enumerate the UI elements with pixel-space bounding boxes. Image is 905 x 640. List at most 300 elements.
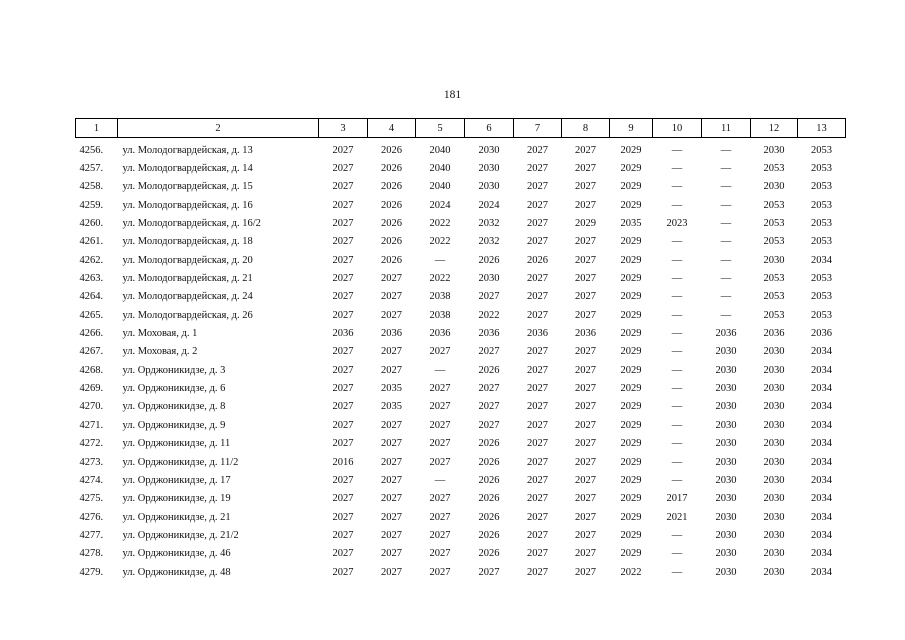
year-cell-col-5: 2027: [429, 548, 451, 560]
address-cell: ул. Моховая, д. 1: [122, 328, 198, 340]
year-cell-col-4: 2026: [381, 218, 402, 230]
year-cell-col-5: 2027: [429, 438, 451, 450]
address-cell: ул. Молодогвардейская, д. 24: [122, 291, 253, 303]
address-cell: ул. Молодогвардейская, д. 18: [122, 236, 253, 248]
year-cell-col-5: 2038: [429, 309, 451, 321]
year-cell-col-10: 2023: [666, 218, 688, 230]
year-cell-col-9: 2029: [620, 548, 642, 560]
year-cell-col-6: 2027: [478, 419, 500, 431]
year-cell-col-5: 2040: [429, 163, 451, 175]
address-cell: ул. Орджоникидзе, д. 21: [122, 511, 231, 523]
table-row: [76, 526, 846, 544]
address-cell: ул. Орджоникидзе, д. 17: [122, 474, 231, 486]
column-header-7: 7: [514, 119, 562, 138]
year-cell-col-4: 2027: [381, 309, 402, 321]
year-cell-col-13: 2034: [811, 346, 832, 358]
year-cell-col-5: 2022: [429, 236, 451, 248]
year-cell-col-9: 2029: [620, 401, 642, 413]
year-cell-col-8: 2027: [575, 291, 596, 303]
year-cell-col-5: 2027: [429, 401, 451, 413]
year-cell-col-4: 2026: [381, 181, 402, 193]
year-cell-col-13: 2034: [811, 511, 832, 523]
year-cell-col-13: 2053: [811, 291, 832, 303]
year-cell-col-5: 2027: [429, 346, 451, 358]
year-cell-col-5: 2024: [429, 199, 451, 211]
year-cell-col-9: 2029: [620, 273, 642, 285]
year-cell-col-13: 2053: [811, 181, 832, 193]
year-cell-col-10: —: [671, 566, 683, 578]
year-cell-col-12: 2053: [763, 291, 785, 303]
year-cell-col-11: —: [720, 199, 732, 211]
year-cell-col-6: 2032: [478, 218, 500, 230]
registry-table: [75, 118, 846, 581]
year-cell-col-10: —: [671, 364, 683, 376]
year-cell-col-3: 2027: [332, 181, 354, 193]
year-cell-col-4: 2027: [381, 456, 402, 468]
year-cell-col-3: 2027: [332, 291, 354, 303]
year-cell-col-7: 2027: [527, 474, 548, 486]
table-row: [76, 416, 846, 434]
table-row: [76, 508, 846, 526]
year-cell-col-8: 2036: [575, 328, 596, 340]
year-cell-col-4: 2026: [381, 254, 402, 266]
year-cell-col-11: —: [720, 218, 732, 230]
table-row: [76, 324, 846, 342]
year-cell-col-5: —: [434, 364, 446, 376]
year-cell-col-6: 2026: [478, 493, 500, 505]
year-cell-col-6: 2026: [478, 529, 500, 541]
year-cell-col-9: 2029: [620, 199, 642, 211]
year-cell-col-7: 2027: [527, 438, 548, 450]
year-cell-col-9: 2029: [620, 254, 642, 266]
row-number: 4269.: [79, 383, 104, 395]
year-cell-col-10: —: [671, 273, 683, 285]
year-cell-col-8: 2027: [575, 566, 596, 578]
table-row: [76, 379, 846, 397]
year-cell-col-12: 2030: [763, 254, 785, 266]
year-cell-col-3: 2016: [332, 456, 354, 468]
year-cell-col-7: 2027: [527, 401, 548, 413]
year-cell-col-8: 2027: [575, 163, 596, 175]
year-cell-col-12: 2053: [763, 273, 785, 285]
year-cell-col-3: 2027: [332, 419, 354, 431]
year-cell-col-8: 2027: [575, 236, 596, 248]
year-cell-col-3: 2027: [332, 401, 354, 413]
year-cell-col-8: 2027: [575, 273, 596, 285]
year-cell-col-7: 2027: [527, 566, 548, 578]
year-cell-col-5: —: [434, 474, 446, 486]
column-header-5: 5: [416, 119, 465, 138]
year-cell-col-4: 2027: [381, 548, 402, 560]
year-cell-col-11: 2030: [715, 548, 737, 560]
year-cell-col-12: 2030: [763, 144, 785, 156]
year-cell-col-5: 2040: [429, 181, 451, 193]
row-number: 4275.: [79, 493, 104, 505]
year-cell-col-7: 2027: [527, 346, 548, 358]
table-row: [76, 398, 846, 416]
year-cell-col-4: 2027: [381, 511, 402, 523]
row-number: 4274.: [79, 474, 104, 486]
year-cell-col-10: —: [671, 346, 683, 358]
year-cell-col-5: 2027: [429, 383, 451, 395]
year-cell-col-3: 2027: [332, 511, 354, 523]
year-cell-col-3: 2027: [332, 309, 354, 321]
year-cell-col-11: 2030: [715, 419, 737, 431]
column-header-11: 11: [702, 119, 751, 138]
table-row: [76, 361, 846, 379]
row-number: 4256.: [79, 144, 104, 156]
year-cell-col-9: 2035: [620, 218, 642, 230]
year-cell-col-6: 2022: [478, 309, 500, 321]
year-cell-col-8: 2027: [575, 199, 596, 211]
year-cell-col-10: —: [671, 199, 683, 211]
year-cell-col-5: 2027: [429, 511, 451, 523]
year-cell-col-8: 2027: [575, 438, 596, 450]
row-number: 4266.: [79, 328, 104, 340]
year-cell-col-9: 2022: [620, 566, 642, 578]
year-cell-col-13: 2053: [811, 199, 832, 211]
year-cell-col-11: 2036: [715, 328, 737, 340]
year-cell-col-10: 2017: [666, 493, 688, 505]
row-number: 4263.: [79, 273, 104, 285]
year-cell-col-10: —: [671, 144, 683, 156]
year-cell-col-5: 2027: [429, 493, 451, 505]
year-cell-col-8: 2027: [575, 401, 596, 413]
table-body: [76, 138, 846, 582]
row-number: 4259.: [79, 199, 104, 211]
year-cell-col-12: 2053: [763, 199, 785, 211]
year-cell-col-4: 2027: [381, 566, 402, 578]
year-cell-col-7: 2027: [527, 419, 548, 431]
year-cell-col-9: 2029: [620, 346, 642, 358]
row-number: 4272.: [79, 438, 104, 450]
year-cell-col-6: 2027: [478, 566, 500, 578]
year-cell-col-7: 2027: [527, 529, 548, 541]
column-header-1: 1: [76, 119, 118, 138]
year-cell-col-10: —: [671, 401, 683, 413]
table-row: [76, 306, 846, 324]
year-cell-col-9: 2029: [620, 529, 642, 541]
row-number: 4278.: [79, 548, 104, 560]
year-cell-col-13: 2036: [811, 328, 832, 340]
year-cell-col-5: 2038: [429, 291, 451, 303]
row-number: 4273.: [79, 456, 104, 468]
year-cell-col-13: 2034: [811, 383, 832, 395]
year-cell-col-12: 2030: [763, 181, 785, 193]
year-cell-col-4: 2036: [381, 328, 402, 340]
year-cell-col-5: 2027: [429, 419, 451, 431]
header-row: [76, 119, 846, 138]
year-cell-col-3: 2027: [332, 548, 354, 560]
table-row: [76, 545, 846, 563]
year-cell-col-5: 2027: [429, 529, 451, 541]
year-cell-col-12: 2030: [763, 456, 785, 468]
year-cell-col-10: —: [671, 548, 683, 560]
year-cell-col-7: 2027: [527, 291, 548, 303]
year-cell-col-11: 2030: [715, 529, 737, 541]
year-cell-col-4: 2027: [381, 419, 402, 431]
year-cell-col-10: —: [671, 529, 683, 541]
column-header-2: 2: [118, 119, 319, 138]
year-cell-col-13: 2034: [811, 254, 832, 266]
row-number: 4268.: [79, 364, 104, 376]
year-cell-col-8: 2029: [575, 218, 596, 230]
row-number: 4277.: [79, 529, 104, 541]
year-cell-col-6: 2026: [478, 511, 500, 523]
year-cell-col-9: 2029: [620, 144, 642, 156]
table-row: [76, 159, 846, 177]
year-cell-col-3: 2027: [332, 236, 354, 248]
year-cell-col-8: 2027: [575, 364, 596, 376]
year-cell-col-10: —: [671, 181, 683, 193]
year-cell-col-6: 2026: [478, 438, 500, 450]
year-cell-col-10: —: [671, 474, 683, 486]
row-number: 4276.: [79, 511, 104, 523]
table-row: [76, 138, 846, 160]
year-cell-col-12: 2053: [763, 309, 785, 321]
year-cell-col-8: 2027: [575, 254, 596, 266]
row-number: 4267.: [79, 346, 104, 358]
year-cell-col-11: 2030: [715, 474, 737, 486]
year-cell-col-6: 2030: [478, 144, 500, 156]
year-cell-col-6: 2026: [478, 254, 500, 266]
page-number: 181: [443, 89, 462, 101]
year-cell-col-9: 2029: [620, 291, 642, 303]
year-cell-col-11: —: [720, 254, 732, 266]
year-cell-col-7: 2027: [527, 163, 548, 175]
year-cell-col-8: 2027: [575, 144, 596, 156]
year-cell-col-9: 2029: [620, 163, 642, 175]
year-cell-col-12: 2053: [763, 218, 785, 230]
year-cell-col-4: 2026: [381, 163, 402, 175]
year-cell-col-3: 2027: [332, 493, 354, 505]
table-row: [76, 490, 846, 508]
column-header-9: 9: [610, 119, 653, 138]
year-cell-col-4: 2027: [381, 346, 402, 358]
row-number: 4271.: [79, 419, 104, 431]
row-number: 4265.: [79, 309, 104, 321]
year-cell-col-13: 2053: [811, 236, 832, 248]
year-cell-col-13: 2034: [811, 474, 832, 486]
year-cell-col-11: 2030: [715, 566, 737, 578]
year-cell-col-12: 2030: [763, 566, 785, 578]
year-cell-col-7: 2027: [527, 383, 548, 395]
year-cell-col-13: 2053: [811, 273, 832, 285]
year-cell-col-12: 2030: [763, 548, 785, 560]
year-cell-col-11: 2030: [715, 364, 737, 376]
year-cell-col-13: 2034: [811, 566, 832, 578]
year-cell-col-13: 2034: [811, 438, 832, 450]
address-cell: ул. Моховая, д. 2: [122, 346, 198, 358]
year-cell-col-7: 2027: [527, 364, 548, 376]
column-header-8: 8: [562, 119, 610, 138]
year-cell-col-4: 2027: [381, 438, 402, 450]
year-cell-col-8: 2027: [575, 383, 596, 395]
column-header-13: 13: [798, 119, 846, 138]
year-cell-col-7: 2027: [527, 236, 548, 248]
year-cell-col-7: 2027: [527, 144, 548, 156]
year-cell-col-11: 2030: [715, 383, 737, 395]
address-cell: ул. Орджоникидзе, д. 6: [122, 383, 226, 395]
year-cell-col-13: 2034: [811, 419, 832, 431]
address-cell: ул. Молодогвардейская, д. 15: [122, 181, 253, 193]
year-cell-col-13: 2034: [811, 548, 832, 560]
address-cell: ул. Орджоникидзе, д. 48: [122, 566, 231, 578]
address-cell: ул. Молодогвардейская, д. 13: [122, 144, 253, 156]
year-cell-col-9: 2029: [620, 419, 642, 431]
year-cell-col-10: —: [671, 328, 683, 340]
year-cell-col-8: 2027: [575, 529, 596, 541]
year-cell-col-7: 2027: [527, 309, 548, 321]
year-cell-col-13: 2053: [811, 309, 832, 321]
address-cell: ул. Молодогвардейская, д. 14: [122, 163, 253, 175]
year-cell-col-10: —: [671, 419, 683, 431]
year-cell-col-4: 2035: [381, 383, 402, 395]
year-cell-col-9: 2029: [620, 456, 642, 468]
row-number: 4279.: [79, 566, 104, 578]
year-cell-col-12: 2030: [763, 401, 785, 413]
address-cell: ул. Молодогвардейская, д. 16/2: [122, 218, 261, 230]
row-number: 4270.: [79, 401, 104, 413]
row-number: 4260.: [79, 218, 104, 230]
year-cell-col-10: —: [671, 163, 683, 175]
year-cell-col-5: —: [434, 254, 446, 266]
year-cell-col-7: 2027: [527, 493, 548, 505]
year-cell-col-3: 2027: [332, 566, 354, 578]
row-number: 4262.: [79, 254, 104, 266]
year-cell-col-6: 2026: [478, 456, 500, 468]
year-cell-col-3: 2027: [332, 163, 354, 175]
year-cell-col-5: 2022: [429, 218, 451, 230]
year-cell-col-4: 2026: [381, 144, 402, 156]
year-cell-col-11: 2030: [715, 511, 737, 523]
year-cell-col-13: 2034: [811, 456, 832, 468]
column-header-4: 4: [368, 119, 416, 138]
year-cell-col-3: 2036: [332, 328, 354, 340]
year-cell-col-11: —: [720, 309, 732, 321]
year-cell-col-3: 2027: [332, 273, 354, 285]
column-header-3: 3: [319, 119, 368, 138]
year-cell-col-8: 2027: [575, 548, 596, 560]
year-cell-col-4: 2027: [381, 273, 402, 285]
year-cell-col-12: 2030: [763, 419, 785, 431]
year-cell-col-6: 2024: [478, 199, 500, 211]
year-cell-col-11: —: [720, 163, 732, 175]
address-cell: ул. Молодогвардейская, д. 16: [122, 199, 253, 211]
year-cell-col-13: 2053: [811, 218, 832, 230]
row-number: 4257.: [79, 163, 104, 175]
year-cell-col-11: —: [720, 144, 732, 156]
year-cell-col-8: 2027: [575, 181, 596, 193]
column-header-10: 10: [653, 119, 702, 138]
year-cell-col-6: 2030: [478, 273, 500, 285]
address-cell: ул. Орджоникидзе, д. 11: [122, 438, 231, 450]
year-cell-col-3: 2027: [332, 144, 354, 156]
year-cell-col-9: 2029: [620, 328, 642, 340]
year-cell-col-10: —: [671, 309, 683, 321]
year-cell-col-12: 2036: [763, 328, 785, 340]
year-cell-col-11: —: [720, 236, 732, 248]
table-row: [76, 214, 846, 232]
year-cell-col-6: 2030: [478, 163, 500, 175]
row-number: 4261.: [79, 236, 104, 248]
year-cell-col-4: 2027: [381, 364, 402, 376]
year-cell-col-3: 2027: [332, 254, 354, 266]
year-cell-col-9: 2029: [620, 438, 642, 450]
year-cell-col-10: —: [671, 236, 683, 248]
year-cell-col-13: 2034: [811, 364, 832, 376]
table-row: [76, 471, 846, 489]
year-cell-col-10: —: [671, 456, 683, 468]
year-cell-col-13: 2053: [811, 163, 832, 175]
year-cell-col-11: —: [720, 181, 732, 193]
year-cell-col-11: 2030: [715, 346, 737, 358]
year-cell-col-4: 2027: [381, 493, 402, 505]
address-cell: ул. Молодогвардейская, д. 20: [122, 254, 253, 266]
year-cell-col-11: —: [720, 291, 732, 303]
year-cell-col-3: 2027: [332, 199, 354, 211]
row-number: 4264.: [79, 291, 104, 303]
year-cell-col-4: 2027: [381, 474, 402, 486]
year-cell-col-4: 2027: [381, 291, 402, 303]
year-cell-col-7: 2026: [527, 254, 548, 266]
year-cell-col-12: 2030: [763, 493, 785, 505]
address-cell: ул. Орджоникидзе, д. 11/2: [122, 456, 239, 468]
year-cell-col-7: 2027: [527, 511, 548, 523]
year-cell-col-4: 2026: [381, 199, 402, 211]
year-cell-col-9: 2029: [620, 383, 642, 395]
year-cell-col-5: 2022: [429, 273, 451, 285]
year-cell-col-9: 2029: [620, 181, 642, 193]
year-cell-col-6: 2027: [478, 346, 500, 358]
year-cell-col-6: 2026: [478, 548, 500, 560]
address-cell: ул. Молодогвардейская, д. 26: [122, 309, 253, 321]
year-cell-col-7: 2036: [527, 328, 548, 340]
table-row: [76, 233, 846, 251]
table-row: [76, 269, 846, 287]
year-cell-col-3: 2027: [332, 218, 354, 230]
year-cell-col-12: 2030: [763, 511, 785, 523]
year-cell-col-6: 2032: [478, 236, 500, 248]
year-cell-col-8: 2027: [575, 346, 596, 358]
year-cell-col-6: 2036: [478, 328, 500, 340]
year-cell-col-3: 2027: [332, 383, 354, 395]
year-cell-col-6: 2026: [478, 474, 500, 486]
table-row: [76, 343, 846, 361]
year-cell-col-8: 2027: [575, 493, 596, 505]
year-cell-col-11: —: [720, 273, 732, 285]
year-cell-col-12: 2030: [763, 474, 785, 486]
year-cell-col-5: 2027: [429, 566, 451, 578]
year-cell-col-11: 2030: [715, 438, 737, 450]
year-cell-col-4: 2027: [381, 529, 402, 541]
year-cell-col-6: 2026: [478, 364, 500, 376]
year-cell-col-9: 2029: [620, 364, 642, 376]
year-cell-col-12: 2030: [763, 438, 785, 450]
address-cell: ул. Орджоникидзе, д. 46: [122, 548, 231, 560]
year-cell-col-9: 2029: [620, 309, 642, 321]
year-cell-col-8: 2027: [575, 474, 596, 486]
year-cell-col-8: 2027: [575, 511, 596, 523]
year-cell-col-10: 2021: [666, 511, 688, 523]
year-cell-col-6: 2027: [478, 383, 500, 395]
year-cell-col-8: 2027: [575, 419, 596, 431]
year-cell-col-9: 2029: [620, 474, 642, 486]
year-cell-col-13: 2034: [811, 529, 832, 541]
year-cell-col-7: 2027: [527, 199, 548, 211]
year-cell-col-10: —: [671, 438, 683, 450]
year-cell-col-12: 2030: [763, 364, 785, 376]
